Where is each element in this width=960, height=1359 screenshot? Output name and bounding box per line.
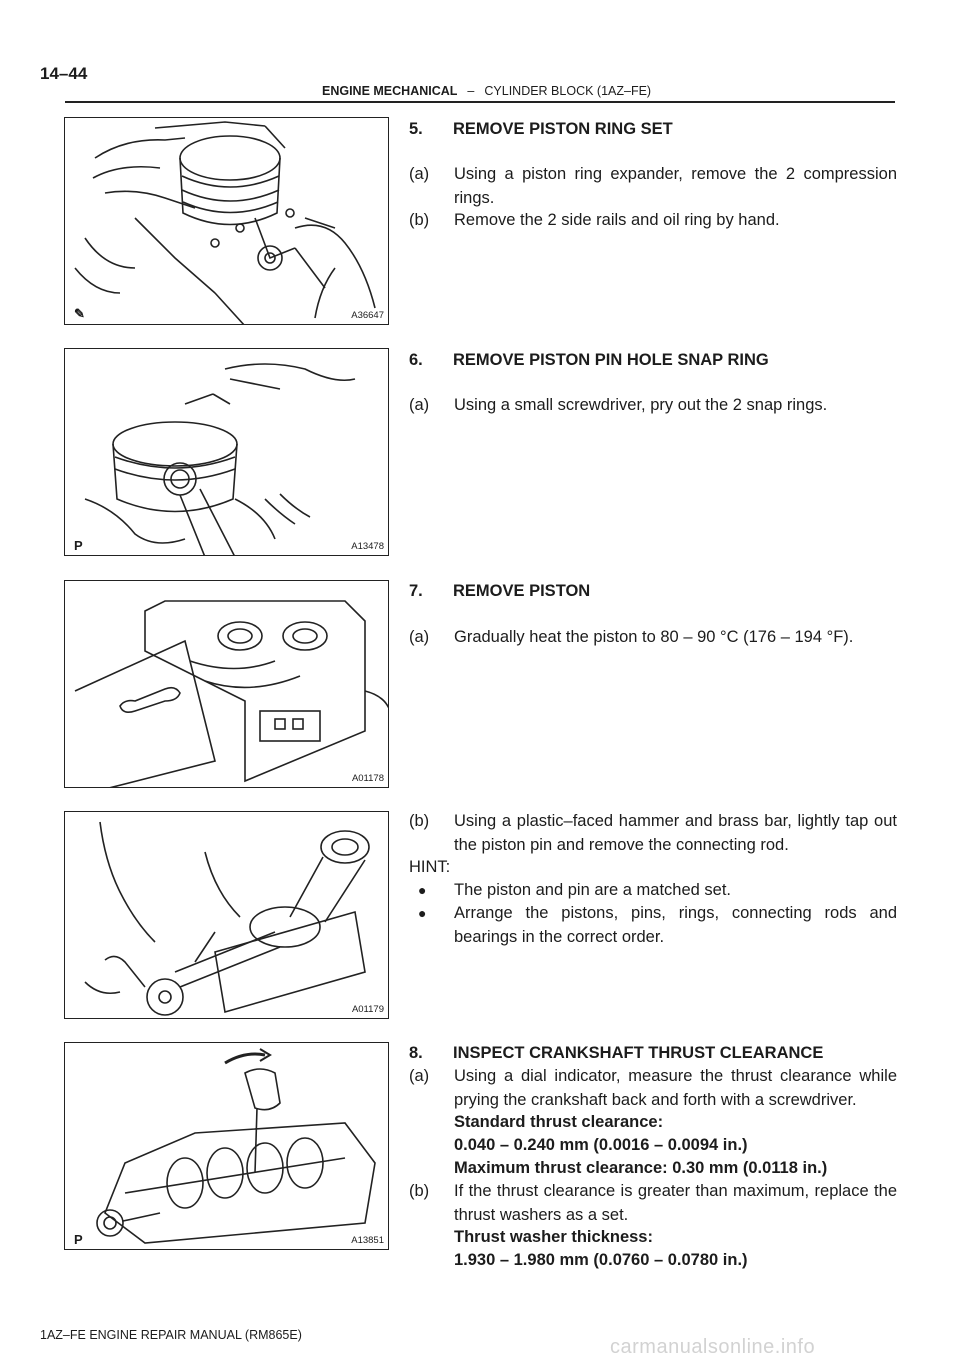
- substep-label: (a): [409, 628, 430, 646]
- figure-code: A01178: [351, 773, 384, 784]
- figure-code: A01179: [351, 1004, 384, 1015]
- step-7-heading: [409, 580, 590, 604]
- step-8a: [409, 1065, 897, 1112]
- figure-crankshaft-thrust: [64, 1042, 389, 1250]
- bullet-text: Arrange the pistons, pins, rings, connecting rods and bearings in the correct order.: [454, 904, 897, 946]
- step-title: INSPECT CRANKSHAFT THRUST CLEARANCE: [453, 1044, 824, 1062]
- figure-heating-piston: [64, 580, 389, 788]
- hint-label: HINT:: [409, 858, 451, 876]
- bullet-icon: ●: [418, 905, 427, 921]
- step-8b: [409, 1180, 897, 1227]
- step-5b: [409, 209, 897, 233]
- piston-pin-removal-illustration: [65, 812, 389, 1019]
- step-number: 8.: [409, 1044, 423, 1062]
- step-8-heading: [409, 1042, 823, 1066]
- figure-code: A36647: [351, 310, 384, 321]
- standard-clearance-value: 0.040 – 0.240 mm (0.0016 – 0.0094 in.): [454, 1136, 748, 1154]
- hint-bullet: [409, 902, 897, 949]
- figure-tap-out-pin: [64, 811, 389, 1019]
- step-number: 7.: [409, 582, 423, 600]
- substep-text: Remove the 2 side rails and oil ring by hand.: [454, 211, 780, 229]
- maximum-clearance: Maximum thrust clearance: 0.30 mm (0.0118 in.): [454, 1159, 828, 1177]
- figure-code: A13478: [351, 541, 384, 552]
- bullet-text: The piston and pin are a matched set.: [454, 881, 732, 899]
- header-dash: –: [467, 84, 475, 98]
- step-number: 6.: [409, 351, 423, 369]
- piston-heater-illustration: [65, 581, 389, 788]
- step-7a: [409, 626, 897, 650]
- figure-code: A13851: [351, 1235, 384, 1246]
- step-number: 5.: [409, 120, 423, 138]
- figure-mark-icon: P: [74, 538, 83, 553]
- substep-text: If the thrust clearance is greater than maximum, replace the thrust washers as a set.: [454, 1182, 897, 1224]
- header-rule: [65, 101, 895, 103]
- figure-snap-ring: [64, 348, 389, 556]
- thrust-washer-label: Thrust washer thickness:: [454, 1228, 653, 1246]
- substep-label: (b): [409, 211, 430, 229]
- bullet-icon: ●: [418, 882, 427, 898]
- step-6a: [409, 394, 897, 418]
- step-7b: [409, 810, 897, 857]
- standard-clearance-label: Standard thrust clearance:: [454, 1113, 664, 1131]
- step-5-heading: [409, 118, 673, 142]
- step-title: REMOVE PISTON RING SET: [453, 120, 673, 138]
- piston-ring-expander-illustration: [65, 118, 389, 325]
- substep-text: Using a small screwdriver, pry out the 2 snap rings.: [454, 396, 828, 414]
- substep-label: (a): [409, 396, 430, 414]
- page-footer: 1AZ–FE ENGINE REPAIR MANUAL (RM865E): [40, 1328, 302, 1342]
- substep-label: (a): [409, 165, 430, 183]
- figure-piston-ring-expander: [64, 117, 389, 325]
- step-6-heading: [409, 349, 769, 373]
- section-title: ENGINE MECHANICAL: [322, 84, 458, 98]
- subsection-title: CYLINDER BLOCK (1AZ–FE): [484, 84, 652, 98]
- snap-ring-illustration: [65, 349, 389, 556]
- substep-label: (a): [409, 1067, 430, 1085]
- step-5a: [409, 163, 897, 210]
- substep-text: Using a piston ring expander, remove the 2 compression rings.: [454, 165, 897, 207]
- step-title: REMOVE PISTON PIN HOLE SNAP RING: [453, 351, 769, 369]
- watermark: carmanualsonline.info: [610, 1336, 816, 1358]
- substep-text: Gradually heat the piston to 80 – 90 °C (176 – 194 °F).: [454, 628, 854, 646]
- figure-mark-icon: ✎: [74, 306, 85, 321]
- substep-text: Using a dial indicator, measure the thrust clearance while prying the crankshaft back and forth with a screwdriver.: [454, 1067, 897, 1109]
- substep-label: (b): [409, 1182, 430, 1200]
- substep-text: Using a plastic–faced hammer and brass bar, lightly tap out the piston pin and remove the connecting rod.: [454, 812, 897, 854]
- step-title: REMOVE PISTON: [453, 582, 591, 600]
- substep-label: (b): [409, 812, 430, 830]
- figure-mark-icon: P: [74, 1232, 83, 1247]
- page-number: 14–44: [40, 64, 88, 83]
- page-header: [322, 84, 651, 98]
- thrust-washer-value: 1.930 – 1.980 mm (0.0760 – 0.0780 in.): [454, 1251, 748, 1269]
- crankshaft-thrust-illustration: [65, 1043, 389, 1250]
- hint-bullet: [409, 879, 897, 903]
